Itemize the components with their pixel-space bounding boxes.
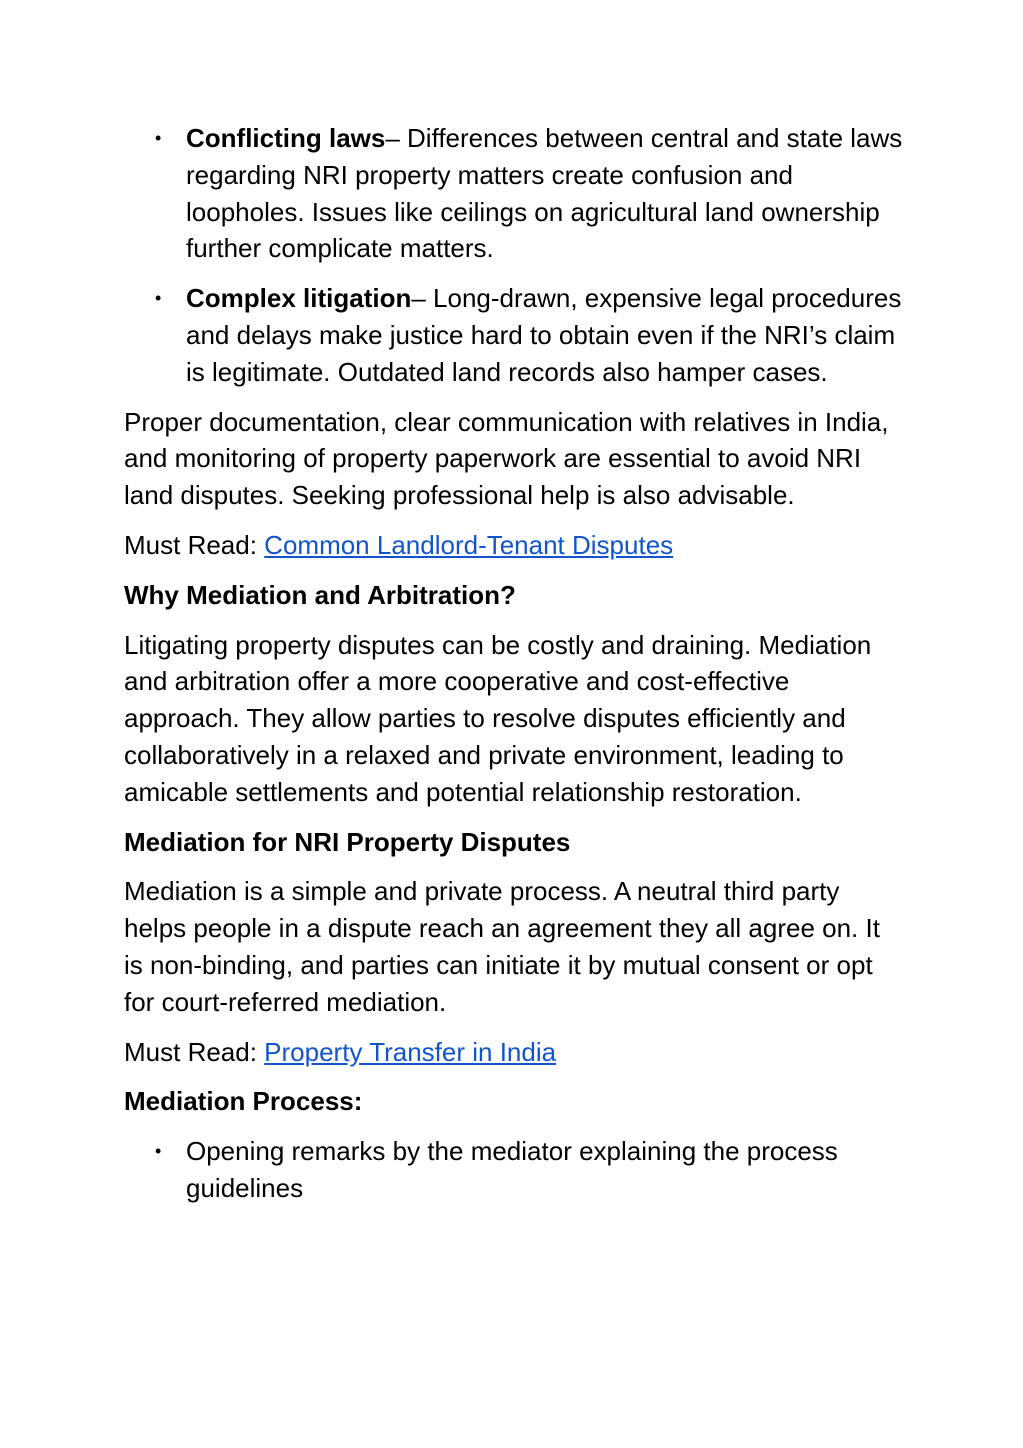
- list-item: [124, 280, 904, 390]
- must-read-prefix: Must Read:: [124, 1036, 265, 1067]
- list-item-text: – Differences between central and state laws regarding NRI property matters create confusion and loopholes. Issues like ceilings on agricultural land ownership further complicate matters.: [186, 123, 903, 264]
- bullet-icon: •: [155, 288, 162, 309]
- must-read-line: [124, 527, 904, 564]
- document-page: [124, 120, 904, 1220]
- list-item-text: Opening remarks by the mediator explaining the process guidelines: [186, 1136, 838, 1203]
- must-read-prefix: Must Read:: [124, 529, 265, 560]
- link-property-transfer-in-india[interactable]: Property Transfer in India: [264, 1036, 557, 1067]
- paragraph-documentation: Proper documentation, clear communication with relatives in India, and monitoring of property paperwork are essential to avoid NRI land disputes. Seeking professional help is also advisable.: [124, 406, 889, 511]
- heading-mediation-process: Mediation Process:: [124, 1086, 363, 1117]
- bullet-list-issues: [124, 120, 904, 391]
- bullet-icon: •: [155, 1141, 162, 1162]
- list-item-term: Complex litigation: [186, 283, 412, 314]
- list-item-term: Conflicting laws: [186, 123, 386, 153]
- paragraph-why-mediation: Litigating property disputes can be costly and draining. Mediation and arbitration offer a more cooperative and cost-effective approach. They allow parties to resolve disputes efficiently and collaboratively in a relaxed and private environment, leading to amicable settlements and potential relationship restoration.: [124, 629, 872, 807]
- link-common-landlord-tenant-disputes[interactable]: Common Landlord-Tenant Disputes: [264, 529, 674, 560]
- list-item: [124, 120, 904, 267]
- list-item-text: – Long-drawn, expensive legal procedures and delays make justice hard to obtain even if the NRI’s claim is legitimate. Outdated land records also hamper cases.: [186, 283, 902, 387]
- paragraph-mediation: Mediation is a simple and private process. A neutral third party helps people in a dispute reach an agreement they all agree on. It is non-binding, and parties can initiate it by mutual consent or opt for court-referred mediation.: [124, 876, 880, 1017]
- must-read-line: [124, 1034, 904, 1071]
- heading-mediation-nri: Mediation for NRI Property Disputes: [124, 826, 571, 857]
- heading-why-mediation: Why Mediation and Arbitration?: [124, 579, 516, 610]
- bullet-icon: •: [155, 128, 162, 148]
- list-item: [124, 1133, 904, 1207]
- bullet-list-process: [124, 1133, 904, 1207]
